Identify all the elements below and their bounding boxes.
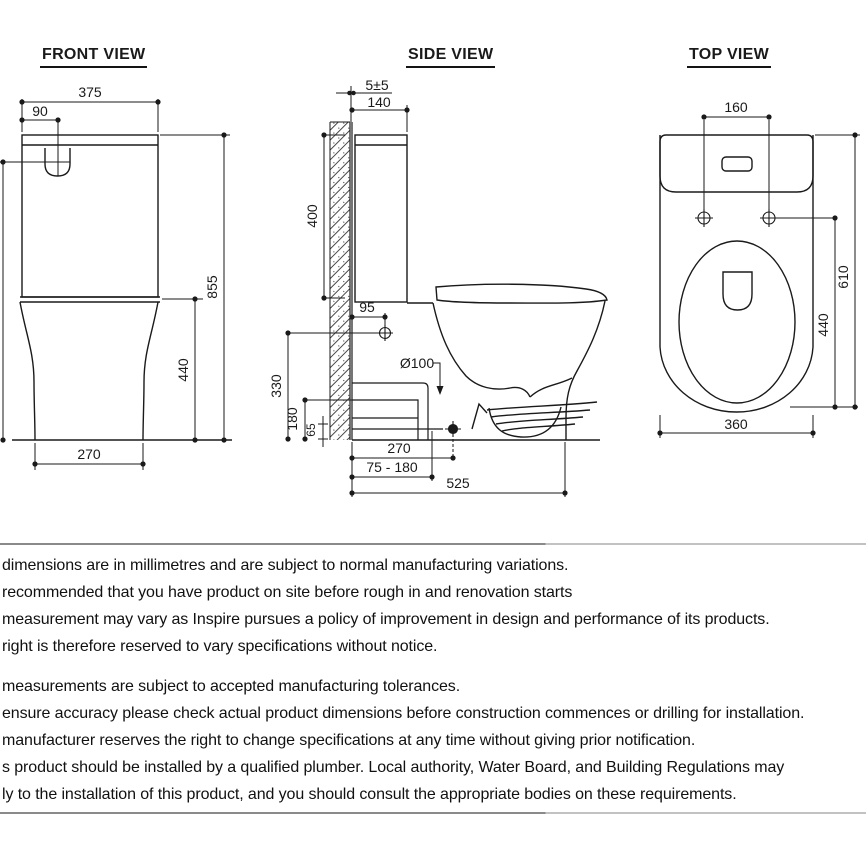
front-dim-button-offset: 90 bbox=[32, 103, 48, 119]
front-dim-base-width: 270 bbox=[77, 446, 101, 462]
divider-top bbox=[0, 543, 866, 545]
top-dim-overall-length: 610 bbox=[835, 265, 851, 289]
divider-bottom bbox=[0, 812, 866, 814]
side-dim-tank-back-height: 400 bbox=[304, 204, 320, 228]
side-dim-inlet-height: 330 bbox=[268, 374, 284, 398]
top-cistern bbox=[660, 135, 813, 192]
side-dim-outlet-height: 180 bbox=[284, 407, 300, 431]
front-flush-button bbox=[0, 120, 70, 176]
note-line: measurements are subject to accepted manufacturing tolerances. bbox=[2, 678, 461, 695]
top-dim-overall-width: 360 bbox=[724, 416, 748, 432]
top-water-spot bbox=[723, 272, 752, 310]
note-line: ly to the installation of this product, and you should consult the appropriate bodies on these requirements. bbox=[2, 786, 737, 803]
notes-paragraph-2 bbox=[2, 673, 866, 808]
side-dim-tank-depth: 140 bbox=[367, 94, 391, 110]
side-wall-section bbox=[330, 122, 352, 440]
note-line: manufacturer reserves the right to change specifications at any time without giving prior notification. bbox=[2, 732, 696, 749]
note-line: right is therefore reserved to vary specifications without notice. bbox=[2, 638, 438, 655]
side-dim-inlet-offset: 95 bbox=[359, 299, 375, 315]
side-outlet-pipe bbox=[352, 383, 443, 440]
top-flush-button bbox=[722, 157, 752, 171]
note-line: dimensions are in millimetres and are subject to normal manufacturing variations. bbox=[2, 557, 569, 574]
top-fixing-symbols bbox=[695, 209, 778, 227]
top-view-drawing bbox=[660, 135, 813, 412]
top-pan-outline bbox=[660, 135, 813, 412]
front-cistern bbox=[20, 135, 160, 302]
top-view-title: TOP VIEW bbox=[687, 46, 771, 68]
side-view-dimensions bbox=[286, 86, 567, 497]
side-dim-overall-depth: 525 bbox=[446, 475, 470, 491]
side-view-title: SIDE VIEW bbox=[406, 46, 495, 68]
notes-paragraph-1 bbox=[2, 552, 866, 660]
note-line: measurement may vary as Inspire pursues a policy of improvement in design and performance of its products. bbox=[2, 611, 770, 628]
front-dim-overall-width: 375 bbox=[78, 84, 102, 100]
front-pedestal bbox=[20, 302, 158, 440]
top-seat-opening bbox=[679, 241, 795, 403]
top-dim-button-centres: 160 bbox=[724, 99, 748, 115]
note-line: ensure accuracy please check actual product dimensions before construction commences or drilling for installation. bbox=[2, 705, 805, 722]
top-dim-seat-length: 440 bbox=[815, 313, 831, 337]
front-dim-pan-height: 440 bbox=[175, 358, 191, 382]
side-dim-fixing-depth: 270 bbox=[387, 440, 411, 456]
notes-block bbox=[2, 552, 866, 808]
front-dim-overall-height: 855 bbox=[204, 275, 220, 299]
side-dim-setout-range: 75 - 180 bbox=[366, 459, 418, 475]
side-dim-outlet-diameter: Ø100 bbox=[399, 355, 435, 371]
side-dim-outlet-low: 65 bbox=[304, 423, 318, 437]
front-view-drawing bbox=[0, 120, 232, 440]
front-view-title: FRONT VIEW bbox=[40, 46, 147, 68]
side-view-drawing bbox=[330, 122, 607, 458]
side-cistern bbox=[355, 135, 407, 302]
note-line: s product should be installed by a qualified plumber. Local authority, Water Board, and Building Regulations may bbox=[2, 759, 785, 776]
side-bowl bbox=[407, 284, 607, 440]
side-dim-wall-gap: 5±5 bbox=[365, 77, 389, 93]
note-line: recommended that you have product on site before rough in and renovation starts bbox=[2, 584, 573, 601]
side-inlet-symbol bbox=[377, 325, 393, 341]
